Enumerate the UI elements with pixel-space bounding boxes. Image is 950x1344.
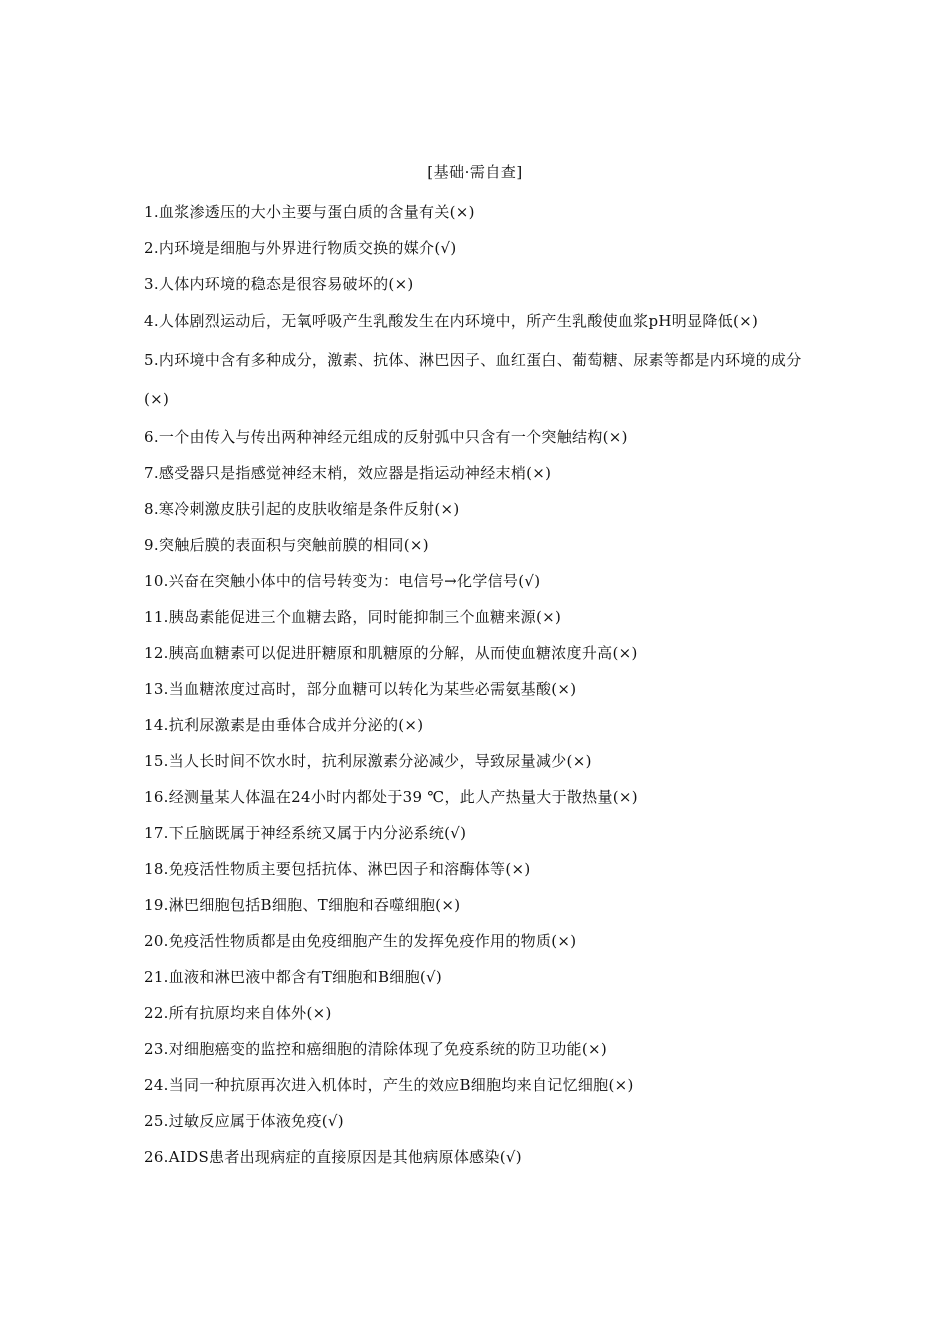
list-item: 10.兴奋在突触小体中的信号转变为：电信号→化学信号(√) <box>144 572 541 590</box>
section-heading: [基础·需自查] <box>427 163 523 181</box>
list-item: 19.淋巴细胞包括B细胞、T细胞和吞噬细胞(×) <box>144 896 461 914</box>
list-item: 7.感受器只是指感觉神经末梢，效应器是指运动神经末梢(×) <box>144 464 552 482</box>
list-item: 18.免疫活性物质主要包括抗体、淋巴因子和溶酶体等(×) <box>144 860 531 878</box>
list-item: 25.过敏反应属于体液免疫(√) <box>144 1112 344 1130</box>
list-item: 8.寒冷刺激皮肤引起的皮肤收缩是条件反射(×) <box>144 500 460 518</box>
list-item: 20.免疫活性物质都是由免疫细胞产生的发挥免疫作用的物质(×) <box>144 932 577 950</box>
list-item: 26.AIDS患者出现病症的直接原因是其他病原体感染(√) <box>144 1148 522 1166</box>
list-item: 6.一个由传入与传出两种神经元组成的反射弧中只含有一个突触结构(×) <box>144 428 628 446</box>
list-item: 16.经测量某人体温在24小时内都处于39 ℃，此人产热量大于散热量(×) <box>144 788 638 806</box>
list-item: 21.血液和淋巴液中都含有T细胞和B细胞(√) <box>144 968 443 986</box>
list-item: 22.所有抗原均来自体外(×) <box>144 1004 332 1022</box>
list-item: 5.内环境中含有多种成分，激素、抗体、淋巴因子、血红蛋白、葡萄糖、尿素等都是内环境的成分(×) <box>144 351 802 408</box>
list-item: 2.内环境是细胞与外界进行物质交换的媒介(√) <box>144 239 457 257</box>
list-item: 3.人体内环境的稳态是很容易破坏的(×) <box>144 275 414 293</box>
statement-list <box>144 194 810 1175</box>
list-item: 15.当人长时间不饮水时，抗利尿激素分泌减少，导致尿量减少(×) <box>144 752 592 770</box>
list-item: 12.胰高血糖素可以促进肝糖原和肌糖原的分解，从而使血糖浓度升高(×) <box>144 644 638 662</box>
list-item: 1.血浆渗透压的大小主要与蛋白质的含量有关(×) <box>144 203 475 221</box>
list-item: 17.下丘脑既属于神经系统又属于内分泌系统(√) <box>144 824 467 842</box>
list-item: 11.胰岛素能促进三个血糖去路，同时能抑制三个血糖来源(×) <box>144 608 562 626</box>
list-item: 4.人体剧烈运动后，无氧呼吸产生乳酸发生在内环境中，所产生乳酸使血浆pH明显降低(×) <box>144 312 759 330</box>
list-item: 14.抗利尿激素是由垂体合成并分泌的(×) <box>144 716 424 734</box>
list-item: 9.突触后膜的表面积与突触前膜的相同(×) <box>144 536 429 554</box>
list-item: 13.当血糖浓度过高时，部分血糖可以转化为某些必需氨基酸(×) <box>144 680 577 698</box>
list-item: 23.对细胞癌变的监控和癌细胞的清除体现了免疫系统的防卫功能(×) <box>144 1040 608 1058</box>
list-item: 24.当同一种抗原再次进入机体时，产生的效应B细胞均来自记忆细胞(×) <box>144 1076 634 1094</box>
